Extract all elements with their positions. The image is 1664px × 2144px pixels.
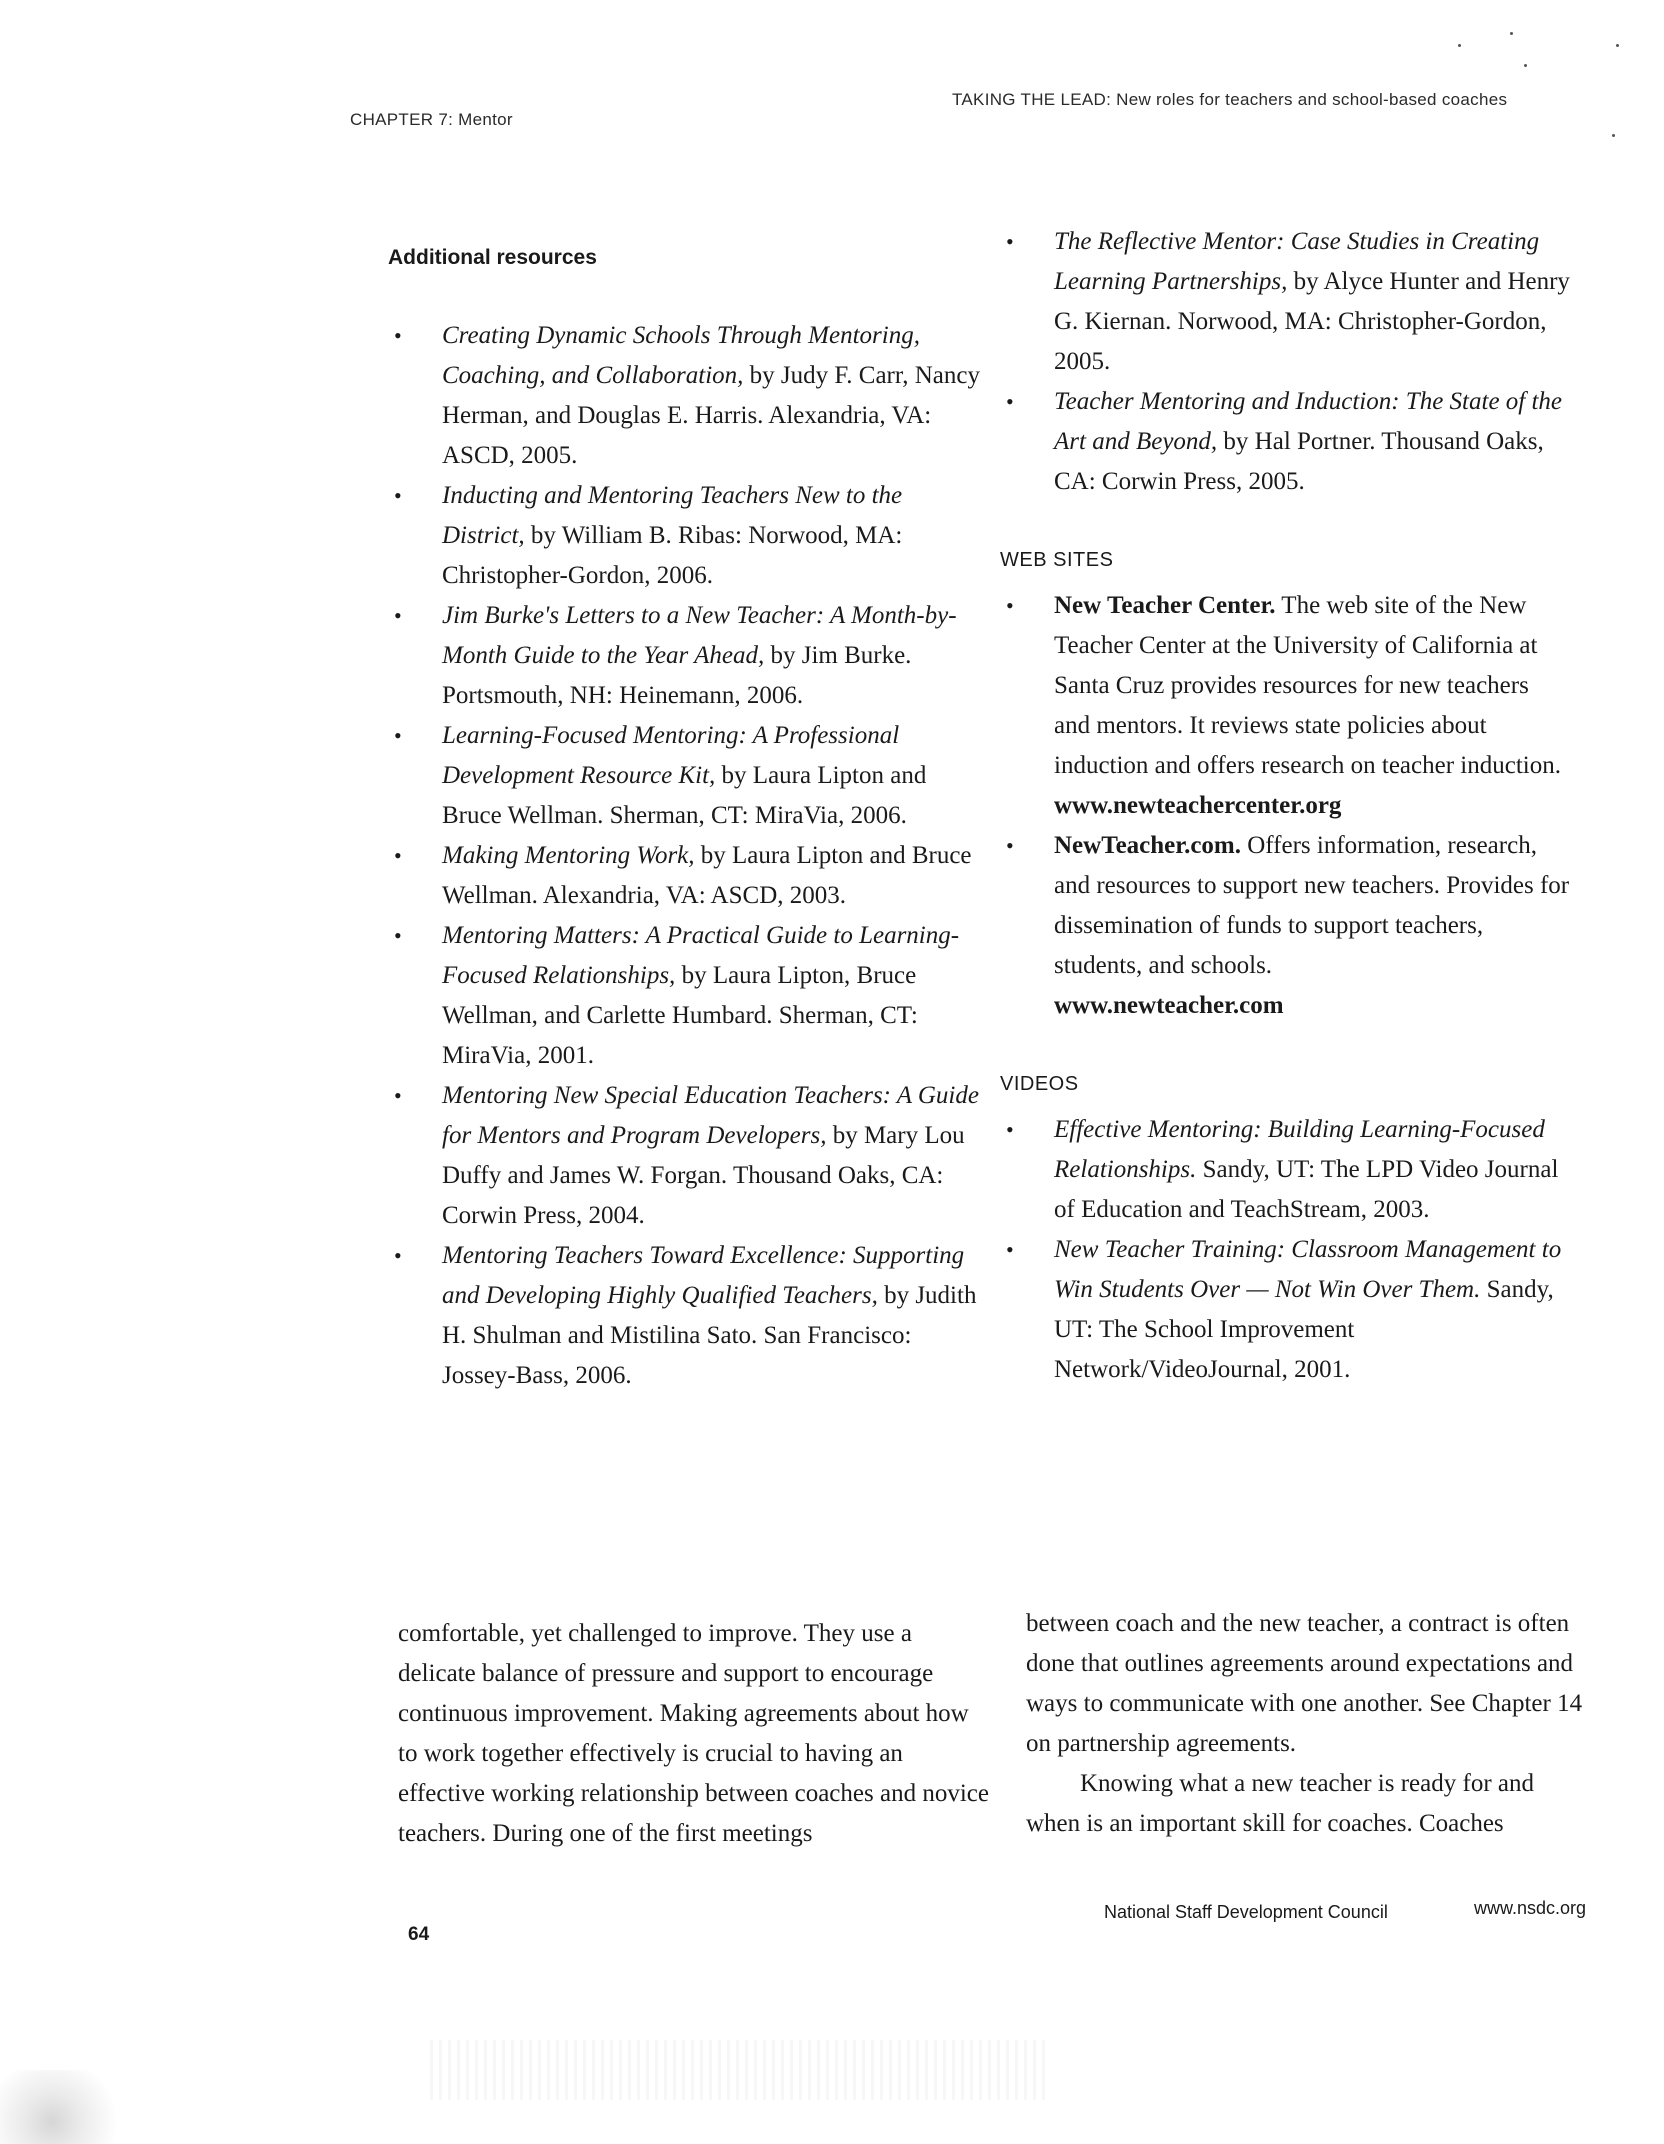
web-sites-heading: WEB SITES: [1000, 549, 1114, 571]
resource-title: Mentoring Matters: A Practical Guide to Learning-Focused Relationships,: [442, 922, 960, 989]
chapter-header: CHAPTER 7: Mentor: [350, 110, 513, 129]
resource-title: The Reflective Mentor: Case Studies in Creating Learning Partnerships,: [1054, 228, 1540, 295]
bullet-icon: •: [394, 603, 402, 628]
resource-title: Learning-Focused Mentoring: A Professional Development Resource Kit,: [442, 722, 900, 789]
book-title-header: TAKING THE LEAD: New roles for teachers and school-based coaches: [952, 90, 1508, 109]
scan-noise: [0, 2070, 130, 2144]
scan-speck: [1524, 64, 1527, 67]
list-item: [1000, 382, 1570, 502]
bullet-icon: •: [394, 843, 402, 868]
bullet-icon: •: [394, 923, 402, 948]
resource-details: by Laura Lipton, Bruce Wellman, and Carlette Humbard. Sherman, CT: MiraVia, 2001.: [442, 962, 918, 1069]
scan-speck: [1612, 134, 1615, 137]
videos-list: [1000, 1110, 1570, 1390]
site-name: NewTeacher.com.: [1054, 832, 1241, 859]
site-url-link[interactable]: www.newteacher.com: [1054, 992, 1284, 1019]
resource-title: Teacher Mentoring and Induction: The State of the Art and Beyond,: [1054, 388, 1563, 455]
bullet-icon: •: [394, 1243, 402, 1268]
bullet-icon: •: [1006, 593, 1014, 618]
bullet-icon: •: [394, 723, 402, 748]
scan-noise: [430, 2040, 1050, 2100]
list-item: [388, 1076, 988, 1236]
page-number: 64: [408, 1924, 430, 1945]
video-details: Sandy, UT: The LPD Video Journal of Education and TeachStream, 2003.: [1054, 1156, 1559, 1223]
resource-details: by Jim Burke. Portsmouth, NH: Heinemann, 2006.: [442, 642, 912, 709]
site-url-link[interactable]: www.newteachercenter.org: [1054, 792, 1342, 819]
list-item: [1000, 1230, 1570, 1390]
list-item: [1000, 1110, 1570, 1230]
list-item: [388, 836, 988, 916]
resource-title: Jim Burke's Letters to a New Teacher: A Month-by-Month Guide to the Year Ahead,: [442, 602, 957, 669]
body-paragraph: comfortable, yet challenged to improve. They use a delicate balance of pressure and support to encourage continuous improvement. Making agreements about how to work together effectively is crucial to having an effective working relationship between coaches and novice teachers. During one of the first meetings: [398, 1620, 989, 1847]
list-item: [388, 1236, 988, 1396]
list-item: [388, 316, 988, 476]
video-title: Effective Mentoring: Building Learning-Focused Relationships.: [1054, 1116, 1545, 1183]
resource-list-right: [1000, 222, 1570, 502]
resource-details: by Laura Lipton and Bruce Wellman. Sherman, CT: MiraVia, 2006.: [442, 762, 927, 829]
bullet-icon: •: [394, 1083, 402, 1108]
resource-list-left: [388, 316, 988, 1396]
resource-details: by Judith H. Shulman and Mistilina Sato. San Francisco: Jossey-Bass, 2006.: [442, 1282, 977, 1389]
bullet-icon: •: [1006, 389, 1014, 414]
footer-url: www.nsdc.org: [1474, 1898, 1587, 1918]
bullet-icon: •: [1006, 1237, 1014, 1262]
list-item: [388, 476, 988, 596]
resource-title: Inducting and Mentoring Teachers New to the District,: [442, 482, 903, 549]
body-text-right: [1026, 1604, 1594, 1844]
resource-details: by Alyce Hunter and Henry G. Kiernan. Norwood, MA: Christopher-Gordon, 2005.: [1054, 268, 1570, 375]
resource-title: Creating Dynamic Schools Through Mentoring, Coaching, and Collaboration,: [442, 322, 920, 389]
bullet-icon: •: [394, 323, 402, 348]
list-item: [388, 716, 988, 836]
list-item: [388, 596, 988, 716]
resources-left-column: [388, 238, 988, 1396]
video-title: New Teacher Training: Classroom Management to Win Students Over — Not Win Over Them.: [1054, 1236, 1562, 1303]
resource-title: Mentoring Teachers Toward Excellence: Supporting and Developing Highly Qualified Teachers,: [442, 1242, 965, 1309]
site-description: The web site of the New Teacher Center at the University of California at Santa Cruz provides resources for new teachers and mentors. It reviews state policies about induction and offers research on teacher induction.: [1054, 592, 1561, 779]
resource-details: by Mary Lou Duffy and James W. Forgan. Thousand Oaks, CA: Corwin Press, 2004.: [442, 1122, 965, 1229]
resource-details: by Laura Lipton and Bruce Wellman. Alexandria, VA: ASCD, 2003.: [442, 842, 972, 909]
site-description: Offers information, research, and resources to support new teachers. Provides for dissemination of funds to support teachers, students, and schools.: [1054, 832, 1570, 979]
resource-details: by William B. Ribas: Norwood, MA: Christopher-Gordon, 2006.: [442, 522, 903, 589]
resources-right-column: [1000, 222, 1570, 1390]
list-item: [1000, 222, 1570, 382]
web-sites-list: [1000, 586, 1570, 1026]
site-name: New Teacher Center.: [1054, 592, 1276, 619]
resource-title: Making Mentoring Work,: [442, 842, 695, 869]
bullet-icon: •: [1006, 229, 1014, 254]
scan-speck: [1616, 44, 1619, 47]
bullet-icon: •: [394, 483, 402, 508]
list-item: [1000, 586, 1570, 826]
scan-speck: [1458, 44, 1461, 47]
bullet-icon: •: [1006, 1117, 1014, 1142]
body-paragraph: Knowing what a new teacher is ready for and when is an important skill for coaches. Coaches: [1026, 1770, 1534, 1837]
list-item: [388, 916, 988, 1076]
list-item: [1000, 826, 1570, 1026]
video-details: Sandy, UT: The School Improvement Network/VideoJournal, 2001.: [1054, 1276, 1554, 1383]
body-paragraph: between coach and the new teacher, a contract is often done that outlines agreements around expectations and ways to communicate with one another. See Chapter 14 on partnership agreements.: [1026, 1610, 1583, 1757]
resource-details: by Hal Portner. Thousand Oaks, CA: Corwin Press, 2005.: [1054, 428, 1544, 495]
body-text-left: [398, 1614, 994, 1854]
videos-heading: VIDEOS: [1000, 1073, 1079, 1095]
resource-details: by Judy F. Carr, Nancy Herman, and Douglas E. Harris. Alexandria, VA: ASCD, 2005.: [442, 362, 980, 469]
resource-title: Mentoring New Special Education Teachers: A Guide for Mentors and Program Developers,: [442, 1082, 979, 1149]
bullet-icon: •: [1006, 833, 1014, 858]
footer-org: National Staff Development Council: [1104, 1902, 1388, 1922]
resources-heading: Additional resources: [388, 246, 597, 269]
scan-speck: [1510, 32, 1513, 35]
